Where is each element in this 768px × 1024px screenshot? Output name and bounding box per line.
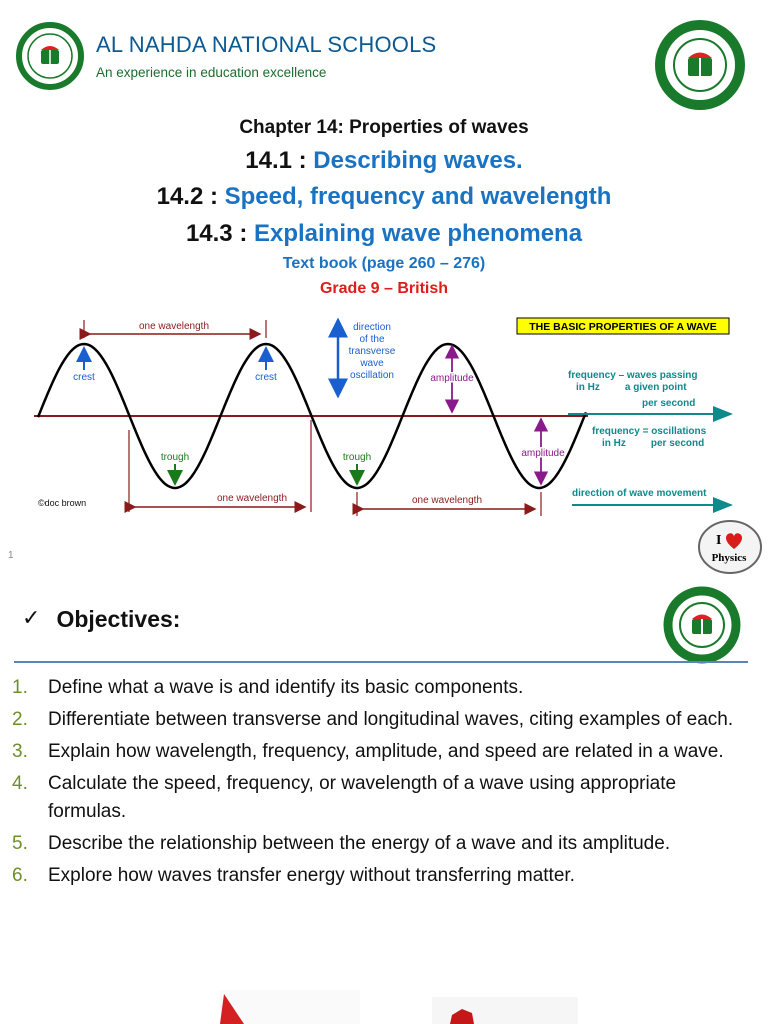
objective-item (12, 674, 754, 702)
amplitude-label: amplitude (521, 448, 565, 459)
school-logo-small (656, 586, 748, 664)
section-14-3-title (0, 220, 768, 248)
grade-label: Grade 9 – British (319, 280, 449, 297)
label-line: of the (359, 334, 385, 345)
section-text: Speed, frequency and wavelength (224, 183, 612, 210)
badge-text: Physics (711, 552, 747, 564)
section-text: Describing waves. (313, 147, 523, 174)
objective-text: Differentiate between transverse and longitudinal waves, citing examples of each. (48, 709, 734, 730)
label-line: in Hz per second (602, 438, 705, 449)
section-text: Explaining wave phenomena (253, 220, 583, 247)
frequency-definition-2 (592, 426, 707, 449)
objectives-divider (14, 661, 748, 663)
objective-number: 2. (12, 709, 28, 730)
textbook-reference: Text book (page 260 – 276) (282, 255, 486, 272)
label-line: wave (360, 358, 384, 369)
partial-image-left (220, 990, 360, 1024)
chapter-title: Chapter 14: Properties of waves (239, 117, 529, 138)
label-line: frequency – waves passing (568, 370, 698, 381)
objective-text: Calculate the speed, frequency, or wavelength of a wave using appropriate formulas. (48, 773, 677, 822)
section-number: 14.2 : (156, 183, 225, 210)
section-14-2-title (0, 183, 768, 211)
crest-label: crest (255, 372, 277, 383)
section-14-1-title (0, 147, 768, 175)
objective-number: 3. (12, 741, 28, 762)
checkmark-icon: ✓ (22, 605, 41, 630)
objective-item (12, 770, 754, 826)
school-logo-left (10, 20, 90, 92)
school-tagline: An experience in education excellence (96, 65, 327, 80)
wave-movement-label: direction of wave movement (572, 488, 707, 499)
objective-item (12, 738, 754, 766)
amplitude-label: amplitude (430, 373, 474, 384)
i-love-physics-badge (696, 517, 762, 575)
objective-item (12, 830, 754, 858)
objective-item (12, 706, 754, 734)
objectives-list (12, 674, 754, 894)
frequency-definition-1 (568, 370, 698, 409)
one-wavelength-label: one wavelength (216, 493, 288, 504)
crest-label: crest (73, 372, 95, 383)
badge-text: I (716, 533, 722, 548)
label-line: direction (353, 322, 391, 333)
objectives-title: Objectives: (56, 606, 181, 632)
wave-properties-diagram (20, 306, 744, 516)
label-line: in Hz a given point (576, 382, 687, 393)
objective-text: Define what a wave is and identify its basic components. (48, 677, 524, 698)
one-wavelength-label: one wavelength (138, 321, 210, 332)
objective-number: 4. (12, 773, 28, 794)
school-logo-right (650, 18, 750, 112)
objective-number: 5. (12, 833, 28, 854)
oscillation-direction-label (349, 322, 396, 381)
diagram-heading: THE BASIC PROPERTIES OF A WAVE (529, 321, 717, 333)
label-line: transverse (348, 346, 396, 357)
one-wavelength-label: one wavelength (411, 495, 483, 506)
school-name: AL NAHDA NATIONAL SCHOOLS (96, 32, 437, 57)
slide-number: 1 (8, 550, 14, 561)
trough-label: trough (342, 452, 372, 463)
objective-text: Explore how waves transfer energy without transferring matter. (48, 865, 575, 886)
section-number: 14.1 : (245, 147, 314, 174)
label-line: oscillation (350, 370, 394, 381)
label-line: per second (642, 398, 696, 409)
objective-number: 6. (12, 865, 28, 886)
label-line: frequency = oscillations (592, 426, 707, 437)
objective-number: 1. (12, 677, 28, 698)
objective-text: Explain how wavelength, frequency, amplitude, and speed are related in a wave. (48, 741, 724, 762)
objective-item (12, 862, 754, 890)
trough-label: trough (160, 452, 190, 463)
partial-image-right (432, 997, 578, 1024)
section-number: 14.3 : (185, 220, 254, 247)
objectives-heading (22, 605, 180, 633)
objective-text: Describe the relationship between the energy of a wave and its amplitude. (48, 833, 671, 854)
credit-label: ©doc brown (38, 498, 87, 508)
